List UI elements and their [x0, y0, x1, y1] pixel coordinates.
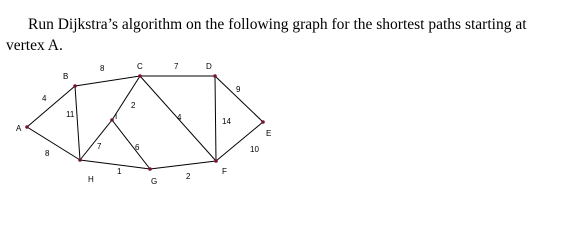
node-label-i: I	[115, 112, 118, 121]
question-text: Run Dijkstra’s algorithm on the following graph for the shortest paths starting at vertex A.	[6, 16, 527, 54]
edge-e-f	[216, 122, 263, 161]
edge-g-i	[112, 120, 150, 169]
node-label-e: E	[266, 129, 272, 138]
edge-a-b	[27, 86, 75, 127]
edge-weight-c-i: 2	[131, 101, 136, 110]
edge-weight-b-c: 8	[100, 64, 105, 73]
node-label-c: C	[137, 62, 143, 71]
edge-weight-d-e: 9	[236, 85, 241, 94]
edge-weight-g-i: 6	[135, 143, 140, 152]
edge-weight-a-h: 8	[45, 149, 50, 158]
node-label-d: D	[206, 62, 212, 71]
edge-weight-g-h: 1	[117, 167, 122, 176]
node-label-a: A	[16, 124, 22, 133]
node-h	[78, 158, 82, 162]
edge-weight-a-b: 4	[42, 94, 47, 103]
edge-h-i	[80, 120, 112, 160]
node-label-g: G	[151, 177, 158, 186]
node-label-b: B	[63, 72, 69, 81]
node-b	[73, 84, 77, 88]
edge-b-h	[75, 86, 80, 160]
node-d	[213, 74, 217, 78]
edge-a-h	[27, 127, 80, 160]
edge-weight-c-f: 4	[177, 113, 182, 122]
node-e	[261, 120, 265, 124]
node-f	[214, 159, 218, 163]
edge-weight-f-g: 2	[186, 172, 191, 181]
edge-weight-c-d: 7	[174, 62, 179, 71]
edge-f-g	[150, 161, 216, 169]
node-a	[25, 125, 29, 129]
edge-weight-e-f: 10	[250, 145, 259, 154]
edge-d-e	[215, 76, 263, 122]
edge-weight-h-i: 7	[97, 142, 102, 151]
node-label-h: H	[88, 175, 94, 184]
node-c	[138, 74, 142, 78]
node-label-f: F	[222, 167, 227, 176]
node-i	[110, 118, 114, 122]
node-g	[148, 167, 152, 171]
edge-b-c	[75, 76, 140, 86]
edge-d-f	[215, 76, 216, 161]
edge-weight-b-h: 11	[66, 110, 75, 119]
edge-weight-d-f: 14	[222, 117, 231, 126]
edge-g-h	[80, 160, 150, 169]
